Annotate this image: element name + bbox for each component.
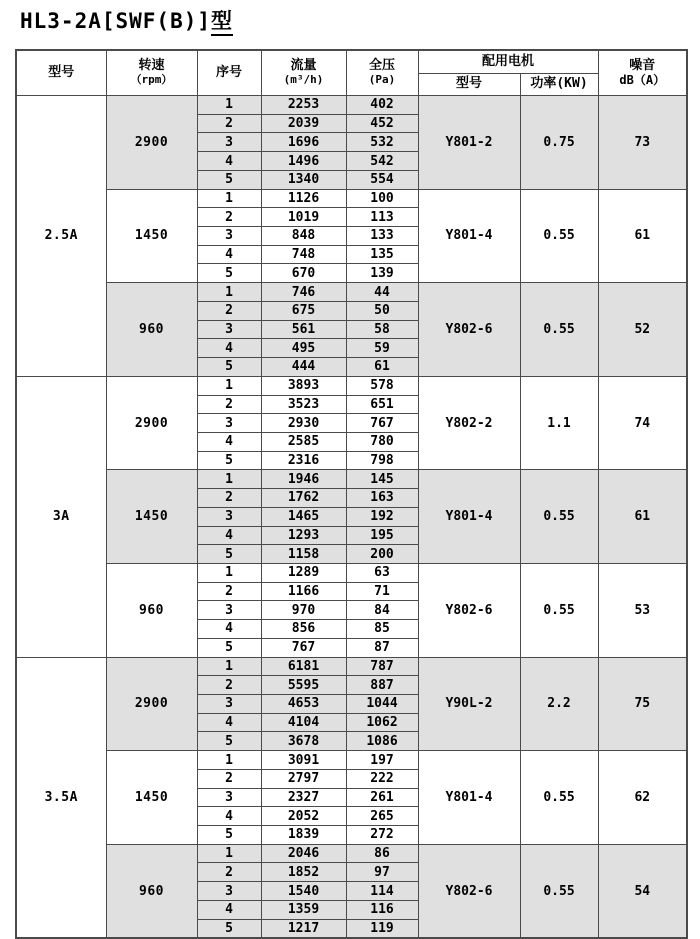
table-row <box>16 376 687 395</box>
cell-seq: 1 <box>197 657 261 676</box>
cell-flow: 2039 <box>261 114 346 133</box>
cell-flow: 6181 <box>261 657 346 676</box>
cell-seq: 1 <box>197 189 261 208</box>
cell-pressure: 145 <box>346 470 418 489</box>
cell-pressure: 197 <box>346 751 418 770</box>
cell-pressure: 85 <box>346 620 418 639</box>
cell-flow: 848 <box>261 227 346 246</box>
table-row <box>16 96 687 115</box>
cell-seq: 5 <box>197 732 261 751</box>
cell-motor-model: Y801-2 <box>418 96 520 190</box>
cell-seq: 1 <box>197 283 261 302</box>
cell-pressure: 113 <box>346 208 418 227</box>
cell-seq: 3 <box>197 507 261 526</box>
cell-motor-power: 0.55 <box>520 189 598 283</box>
cell-rpm: 960 <box>106 844 197 938</box>
cell-motor-power: 0.55 <box>520 283 598 377</box>
cell-motor-model: Y801-4 <box>418 189 520 283</box>
cell-motor-model: Y802-6 <box>418 283 520 377</box>
cell-seq: 2 <box>197 114 261 133</box>
cell-seq: 3 <box>197 601 261 620</box>
table-row <box>16 751 687 770</box>
cell-seq: 4 <box>197 807 261 826</box>
cell-seq: 5 <box>197 170 261 189</box>
header-flow-unit: (m³/h) <box>283 73 324 87</box>
cell-pressure: 100 <box>346 189 418 208</box>
cell-pressure: 554 <box>346 170 418 189</box>
header-motor-group: 配用电机 <box>418 50 598 74</box>
cell-motor-power: 0.75 <box>520 96 598 190</box>
header-motor-model: 型号 <box>418 74 520 96</box>
cell-rpm: 1450 <box>106 189 197 283</box>
page-title <box>20 5 700 35</box>
cell-pressure: 222 <box>346 769 418 788</box>
header-noise-unit: dB（A） <box>619 72 666 87</box>
cell-pressure: 887 <box>346 676 418 695</box>
header-pressure <box>346 50 418 96</box>
cell-seq: 2 <box>197 395 261 414</box>
cell-pressure: 651 <box>346 395 418 414</box>
cell-pressure: 50 <box>346 301 418 320</box>
cell-pressure: 84 <box>346 601 418 620</box>
cell-flow: 1019 <box>261 208 346 227</box>
page-title-main: HL3-2A[SWF(B)] <box>20 9 212 33</box>
cell-seq: 2 <box>197 863 261 882</box>
cell-seq: 2 <box>197 301 261 320</box>
cell-flow: 1293 <box>261 526 346 545</box>
cell-motor-model: Y802-2 <box>418 376 520 470</box>
cell-flow: 746 <box>261 283 346 302</box>
cell-flow: 4104 <box>261 713 346 732</box>
cell-flow: 2046 <box>261 844 346 863</box>
table-row <box>16 844 687 863</box>
cell-motor-model: Y802-6 <box>418 563 520 657</box>
cell-seq: 4 <box>197 900 261 919</box>
cell-seq: 3 <box>197 788 261 807</box>
cell-motor-power: 0.55 <box>520 470 598 564</box>
cell-pressure: 265 <box>346 807 418 826</box>
cell-pressure: 578 <box>346 376 418 395</box>
cell-flow: 3893 <box>261 376 346 395</box>
cell-rpm: 2900 <box>106 96 197 190</box>
cell-flow: 3678 <box>261 732 346 751</box>
cell-pressure: 780 <box>346 432 418 451</box>
cell-flow: 2327 <box>261 788 346 807</box>
cell-noise: 61 <box>598 189 687 283</box>
spec-table <box>15 49 688 939</box>
cell-pressure: 63 <box>346 563 418 582</box>
cell-noise: 54 <box>598 844 687 938</box>
cell-seq: 5 <box>197 826 261 845</box>
cell-noise: 75 <box>598 657 687 751</box>
table-row <box>16 657 687 676</box>
cell-pressure: 163 <box>346 489 418 508</box>
cell-flow: 1289 <box>261 563 346 582</box>
cell-seq: 2 <box>197 769 261 788</box>
cell-seq: 2 <box>197 676 261 695</box>
cell-flow: 767 <box>261 638 346 657</box>
cell-seq: 3 <box>197 133 261 152</box>
cell-flow: 1126 <box>261 189 346 208</box>
header-speed-unit: （rpm） <box>130 73 173 87</box>
cell-flow: 1762 <box>261 489 346 508</box>
cell-flow: 2253 <box>261 96 346 115</box>
header-motor-power: 功率(KW) <box>520 74 598 96</box>
header-pressure-label: 全压 <box>368 58 395 74</box>
cell-seq: 4 <box>197 432 261 451</box>
cell-pressure: 1086 <box>346 732 418 751</box>
cell-flow: 2585 <box>261 432 346 451</box>
cell-pressure: 114 <box>346 882 418 901</box>
cell-rpm: 960 <box>106 563 197 657</box>
cell-flow: 2797 <box>261 769 346 788</box>
cell-motor-power: 1.1 <box>520 376 598 470</box>
cell-pressure: 58 <box>346 320 418 339</box>
cell-seq: 4 <box>197 245 261 264</box>
cell-flow: 561 <box>261 320 346 339</box>
spec-table-body <box>16 96 687 939</box>
cell-seq: 4 <box>197 713 261 732</box>
cell-pressure: 1062 <box>346 713 418 732</box>
cell-pressure: 195 <box>346 526 418 545</box>
cell-pressure: 200 <box>346 545 418 564</box>
cell-pressure: 542 <box>346 152 418 171</box>
header-noise-label: 噪音 <box>629 57 656 73</box>
cell-pressure: 261 <box>346 788 418 807</box>
cell-flow: 1496 <box>261 152 346 171</box>
cell-seq: 1 <box>197 96 261 115</box>
cell-pressure: 767 <box>346 414 418 433</box>
table-row <box>16 189 687 208</box>
cell-seq: 1 <box>197 563 261 582</box>
cell-flow: 1852 <box>261 863 346 882</box>
cell-seq: 2 <box>197 489 261 508</box>
cell-seq: 5 <box>197 451 261 470</box>
cell-flow: 970 <box>261 601 346 620</box>
cell-seq: 2 <box>197 582 261 601</box>
cell-flow: 1696 <box>261 133 346 152</box>
cell-pressure: 61 <box>346 358 418 377</box>
cell-rpm: 1450 <box>106 470 197 564</box>
table-row <box>16 283 687 302</box>
cell-seq: 3 <box>197 414 261 433</box>
cell-seq: 5 <box>197 545 261 564</box>
header-pressure-unit: (Pa) <box>368 73 396 87</box>
cell-flow: 5595 <box>261 676 346 695</box>
cell-motor-model: Y801-4 <box>418 470 520 564</box>
cell-flow: 1166 <box>261 582 346 601</box>
cell-motor-model: Y802-6 <box>418 844 520 938</box>
cell-seq: 3 <box>197 227 261 246</box>
cell-pressure: 452 <box>346 114 418 133</box>
cell-flow: 856 <box>261 620 346 639</box>
cell-pressure: 116 <box>346 900 418 919</box>
cell-motor-power: 2.2 <box>520 657 598 751</box>
cell-rpm: 1450 <box>106 751 197 845</box>
cell-flow: 1839 <box>261 826 346 845</box>
cell-seq: 1 <box>197 751 261 770</box>
cell-pressure: 139 <box>346 264 418 283</box>
header-seq-label: 序号 <box>215 64 242 80</box>
cell-flow: 1465 <box>261 507 346 526</box>
cell-seq: 5 <box>197 264 261 283</box>
cell-seq: 1 <box>197 844 261 863</box>
cell-flow: 1217 <box>261 919 346 938</box>
header-model-label: 型号 <box>48 64 75 80</box>
cell-seq: 2 <box>197 208 261 227</box>
cell-flow: 748 <box>261 245 346 264</box>
header-speed-label: 转速 <box>138 58 165 74</box>
cell-seq: 4 <box>197 620 261 639</box>
cell-noise: 53 <box>598 563 687 657</box>
header-flow <box>261 50 346 96</box>
header-seq <box>197 50 261 96</box>
cell-pressure: 135 <box>346 245 418 264</box>
cell-pressure: 133 <box>346 227 418 246</box>
cell-seq: 4 <box>197 152 261 171</box>
cell-flow: 3091 <box>261 751 346 770</box>
cell-model: 2.5A <box>16 96 106 377</box>
cell-flow: 495 <box>261 339 346 358</box>
header-speed <box>106 50 197 96</box>
cell-seq: 1 <box>197 470 261 489</box>
cell-pressure: 272 <box>346 826 418 845</box>
spec-table-header <box>16 50 687 96</box>
cell-motor-power: 0.55 <box>520 751 598 845</box>
cell-seq: 3 <box>197 882 261 901</box>
table-row <box>16 563 687 582</box>
cell-flow: 3523 <box>261 395 346 414</box>
cell-motor-power: 0.55 <box>520 844 598 938</box>
cell-seq: 3 <box>197 695 261 714</box>
cell-flow: 2052 <box>261 807 346 826</box>
cell-pressure: 1044 <box>346 695 418 714</box>
header-row-1 <box>16 50 687 74</box>
cell-flow: 1340 <box>261 170 346 189</box>
cell-pressure: 532 <box>346 133 418 152</box>
header-noise <box>598 50 687 96</box>
cell-seq: 5 <box>197 638 261 657</box>
cell-pressure: 402 <box>346 96 418 115</box>
cell-flow: 1946 <box>261 470 346 489</box>
cell-flow: 4653 <box>261 695 346 714</box>
cell-pressure: 97 <box>346 863 418 882</box>
cell-pressure: 86 <box>346 844 418 863</box>
page-title-suffix: 型 <box>211 9 233 36</box>
cell-pressure: 192 <box>346 507 418 526</box>
header-model <box>16 50 106 96</box>
cell-seq: 3 <box>197 320 261 339</box>
cell-rpm: 2900 <box>106 657 197 751</box>
cell-rpm: 960 <box>106 283 197 377</box>
cell-motor-model: Y801-4 <box>418 751 520 845</box>
cell-rpm: 2900 <box>106 376 197 470</box>
cell-pressure: 44 <box>346 283 418 302</box>
cell-seq: 4 <box>197 526 261 545</box>
cell-flow: 1540 <box>261 882 346 901</box>
cell-model: 3.5A <box>16 657 106 938</box>
table-row <box>16 470 687 489</box>
cell-pressure: 71 <box>346 582 418 601</box>
header-flow-label: 流量 <box>290 58 317 74</box>
cell-pressure: 798 <box>346 451 418 470</box>
cell-noise: 74 <box>598 376 687 470</box>
cell-pressure: 119 <box>346 919 418 938</box>
cell-flow: 444 <box>261 358 346 377</box>
cell-motor-power: 0.55 <box>520 563 598 657</box>
cell-noise: 73 <box>598 96 687 190</box>
cell-seq: 5 <box>197 358 261 377</box>
cell-seq: 1 <box>197 376 261 395</box>
cell-flow: 2316 <box>261 451 346 470</box>
cell-noise: 62 <box>598 751 687 845</box>
cell-model: 3A <box>16 376 106 657</box>
cell-flow: 2930 <box>261 414 346 433</box>
cell-pressure: 59 <box>346 339 418 358</box>
cell-seq: 4 <box>197 339 261 358</box>
cell-noise: 52 <box>598 283 687 377</box>
cell-flow: 1158 <box>261 545 346 564</box>
cell-flow: 1359 <box>261 900 346 919</box>
cell-motor-model: Y90L-2 <box>418 657 520 751</box>
cell-pressure: 787 <box>346 657 418 676</box>
cell-flow: 670 <box>261 264 346 283</box>
cell-flow: 675 <box>261 301 346 320</box>
cell-pressure: 87 <box>346 638 418 657</box>
cell-seq: 5 <box>197 919 261 938</box>
cell-noise: 61 <box>598 470 687 564</box>
